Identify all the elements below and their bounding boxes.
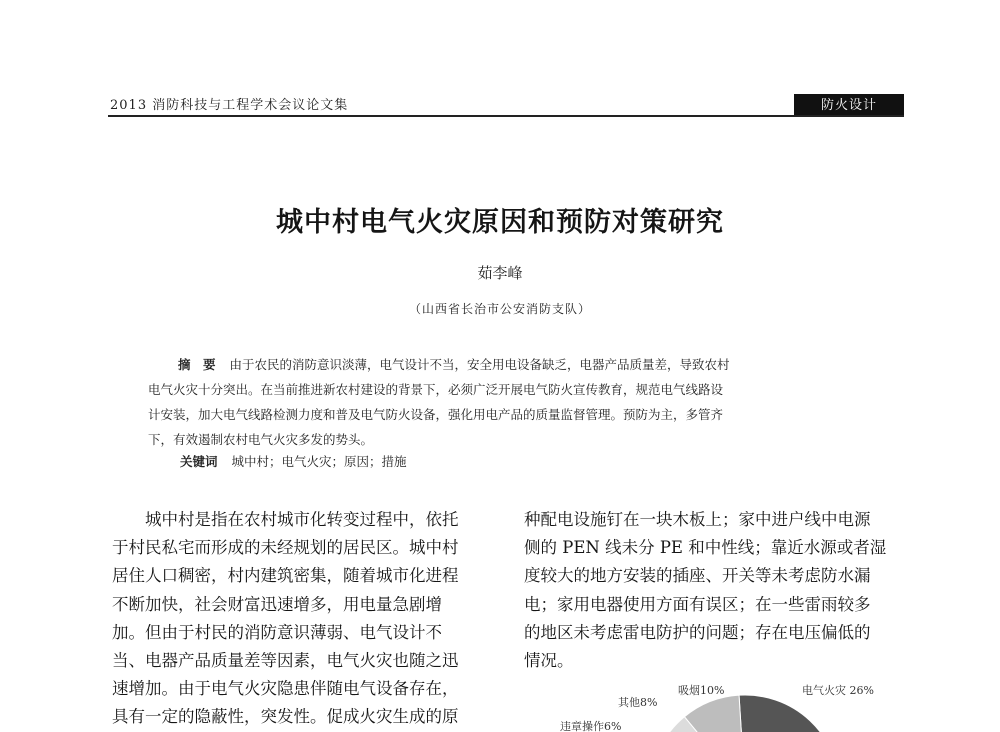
body-line: 的地区未考虑雷电防护的问题；存在电压偏低的 — [524, 622, 871, 642]
body-line: 种配电设施钉在一块木板上；家中进户线中电源 — [524, 510, 871, 529]
pie-label-smoking: 吸烟10% — [678, 684, 725, 697]
author-affiliation: （山西省长治市公安消防支队） — [408, 302, 591, 316]
body-column-right — [524, 506, 904, 675]
section-tag: 防火设计 — [794, 94, 904, 117]
body-line: 速增加。由于电气火灾隐患伴随电气设备存在， — [112, 679, 459, 699]
body-line: 具有一定的隐蔽性，突发性。促成火灾生成的原 — [112, 707, 459, 727]
keywords-label: 关键词 — [180, 454, 218, 469]
body-line: 不断加快，社会财富迅速增多，用电量急剧增 — [112, 594, 442, 614]
pie-label-violation: 违章操作6% — [560, 720, 622, 732]
body-line: 城中村是指在农村城市化转变过程中，依托 — [112, 510, 459, 529]
slice-smoking — [684, 695, 745, 732]
header-rule — [108, 115, 904, 117]
paper-title: 城中村电气火灾原因和预防对策研究 — [276, 207, 724, 238]
journal-header: 2013 消防科技与工程学术会议论文集 — [110, 98, 349, 113]
abstract-line: 计安装，加大电气线路检测力度和普及电气防火设备，强化用电产品的质量监督管理。预防为主，多管齐 — [148, 407, 724, 422]
body-line: 加。但由于村民的消防意识薄弱、电气设计不 — [112, 622, 442, 642]
keywords — [180, 452, 860, 470]
body-line: 度较大的地方安装的插座、开关等未考虑防水漏 — [524, 566, 871, 586]
body-column-left — [112, 506, 490, 732]
fire-cause-pie-chart — [540, 680, 900, 732]
body-line: 当、电器产品质量差等因素，电气火灾也随之迅 — [112, 651, 459, 671]
body-line: 侧的 PEN 线未分 PE 和中性线；靠近水源或者湿 — [524, 538, 887, 558]
abstract-line: 由于农民的消防意识淡薄，电气设计不当，安全用电设备缺乏，电器产品质量差，导致农村 — [229, 357, 730, 372]
abstract — [148, 352, 868, 452]
author-name: 茹李峰 — [477, 264, 523, 282]
body-line: 情况。 — [524, 651, 574, 671]
body-line: 居住人口稠密，村内建筑密集，随着城市化进程 — [112, 566, 459, 586]
body-line: 电；家用电器使用方面有误区；在一些雷雨较多 — [524, 594, 871, 614]
pie-label-electrical: 电气火灾 26% — [802, 684, 874, 697]
pie-label-other: 其他8% — [618, 696, 658, 709]
body-line: 于村民私宅而形成的未经规划的居民区。城中村 — [112, 538, 459, 558]
abstract-line: 下，有效遏制农村电气火灾多发的势头。 — [148, 432, 374, 447]
slice-electrical — [739, 695, 840, 732]
abstract-line: 电气火灾十分突出。在当前推进新农村建设的背景下，必须广泛开展电气防火宣传教育，规范电气线路设 — [148, 382, 724, 397]
abstract-label: 摘 要 — [178, 357, 216, 372]
keywords-text: 城中村；电气火灾；原因；措施 — [231, 454, 407, 469]
